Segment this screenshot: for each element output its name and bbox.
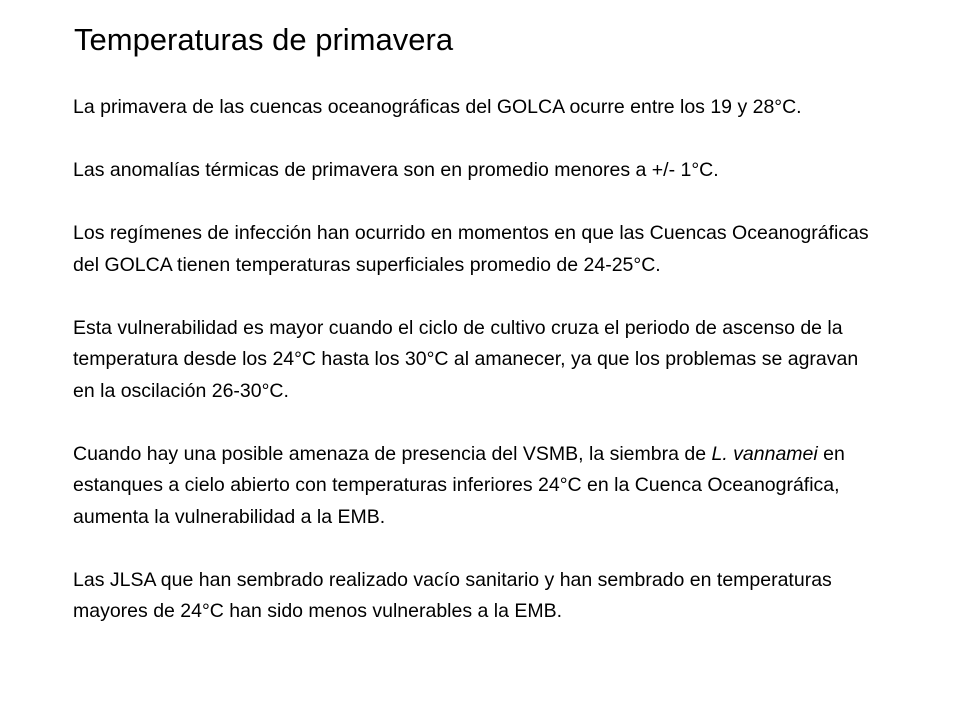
paragraph-vsmb-threat [73, 439, 873, 534]
paragraph-vulnerability: Esta vulnerabilidad es mayor cuando el ciclo de cultivo cruza el periodo de ascenso de la temperatura desde los 24°C hasta los 30°C al amanecer, ya que los problemas se agravan en la oscilación 26-30°C. [73, 316, 859, 402]
paragraph-spring-range: La primavera de las cuencas oceanográficas del GOLCA ocurre entre los 19 y 28°C. [73, 96, 802, 118]
species-name: L. vannamei [711, 442, 818, 465]
vsmb-text-after: en estanques a cielo abierto con temperaturas inferiores 24°C en la Cuenca Oceanográfica, aumenta la vulnerabilidad a la EMB. [73, 442, 845, 528]
paragraph-jlsa: Las JLSA que han sembrado realizado vacío sanitario y han sembrado en temperaturas mayores de 24°C han sido menos vulnerables a la EMB. [73, 568, 832, 622]
slide-title: Temperaturas de primavera [74, 22, 454, 57]
paragraph-thermal-anomalies: Las anomalías térmicas de primavera son en promedio menores a +/- 1°C. [73, 159, 719, 181]
vsmb-text-before: Cuando hay una posible amenaza de presencia del VSMB, la siembra de [73, 442, 712, 465]
paragraph-infection-regimes: Los regímenes de infección han ocurrido en momentos en que las Cuencas Oceanográficas del GOLCA tienen temperaturas superficiales promedio de 24-25°C. [73, 222, 869, 276]
slide-body [73, 92, 873, 628]
